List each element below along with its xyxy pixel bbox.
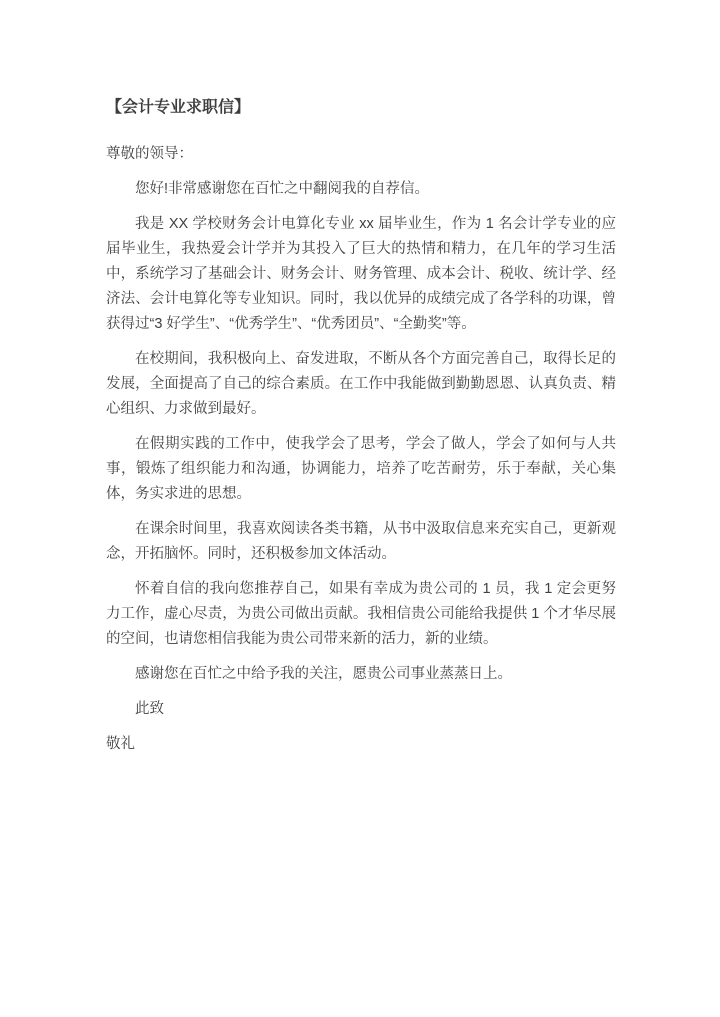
document-title: 【会计专业求职信】 xyxy=(106,99,251,116)
paragraph-hobbies: 在课余时间里，我喜欢阅读各类书籍，从书中汲取信息来充实自己，更新观念，开拓脑怀。同时，还积极参加文体活动。 xyxy=(106,521,616,562)
salutation: 尊敬的领导： xyxy=(106,146,193,162)
paragraph-self-recommendation: 怀着自信的我向您推荐自己，如果有幸成为贵公司的 1 员，我 1 定会更努力工作，虚心尽责，为贵公司做出贡献。我相信贵公司能给我提供 1 个才华尽展的空间，也请您相信我能为贵公司带来新的活力，新的业绩。 xyxy=(106,581,616,647)
closing-jingli: 敬礼 xyxy=(106,736,135,752)
closing-cizhi: 此致 xyxy=(135,701,164,717)
paragraph-internship-experience: 在假期实践的工作中，使我学会了思考，学会了做人，学会了如何与人共事，锻炼了组织能力和沟通，协调能力，培养了吃苦耐劳，乐于奉献，关心集体，务实求进的思想。 xyxy=(106,436,616,502)
paragraph-greeting: 您好!非常感谢您在百忙之中翻阅我的自荐信。 xyxy=(135,181,430,197)
paragraph-school-performance: 在校期间，我积极向上、奋发进取，不断从各个方面完善自己，取得长足的发展，全面提高了自己的综合素质。在工作中我能做到勤勤恩恩、认真负责、精心组织、力求做到最好。 xyxy=(106,351,616,417)
paragraph-thanks: 感谢您在百忙之中给予我的关注，愿贵公司事业蒸蒸日上。 xyxy=(135,666,512,682)
paragraph-education-background: 我是 XX 学校财务会计电算化专业 xx 届毕业生，作为 1 名会计学专业的应届毕业生，我热爱会计学并为其投入了巨大的热情和精力，在几年的学习生活中，系统学习了基础会计、财务会计、财务管理、成本会计、税收、统计学、经济法、会计电算化等专业知识。同时，我以优异的成绩完成了各学科的功课，曾获得过“3 好学生”、“优秀学生”、“优秀团员”、“全勤奖”等。 xyxy=(106,216,616,332)
